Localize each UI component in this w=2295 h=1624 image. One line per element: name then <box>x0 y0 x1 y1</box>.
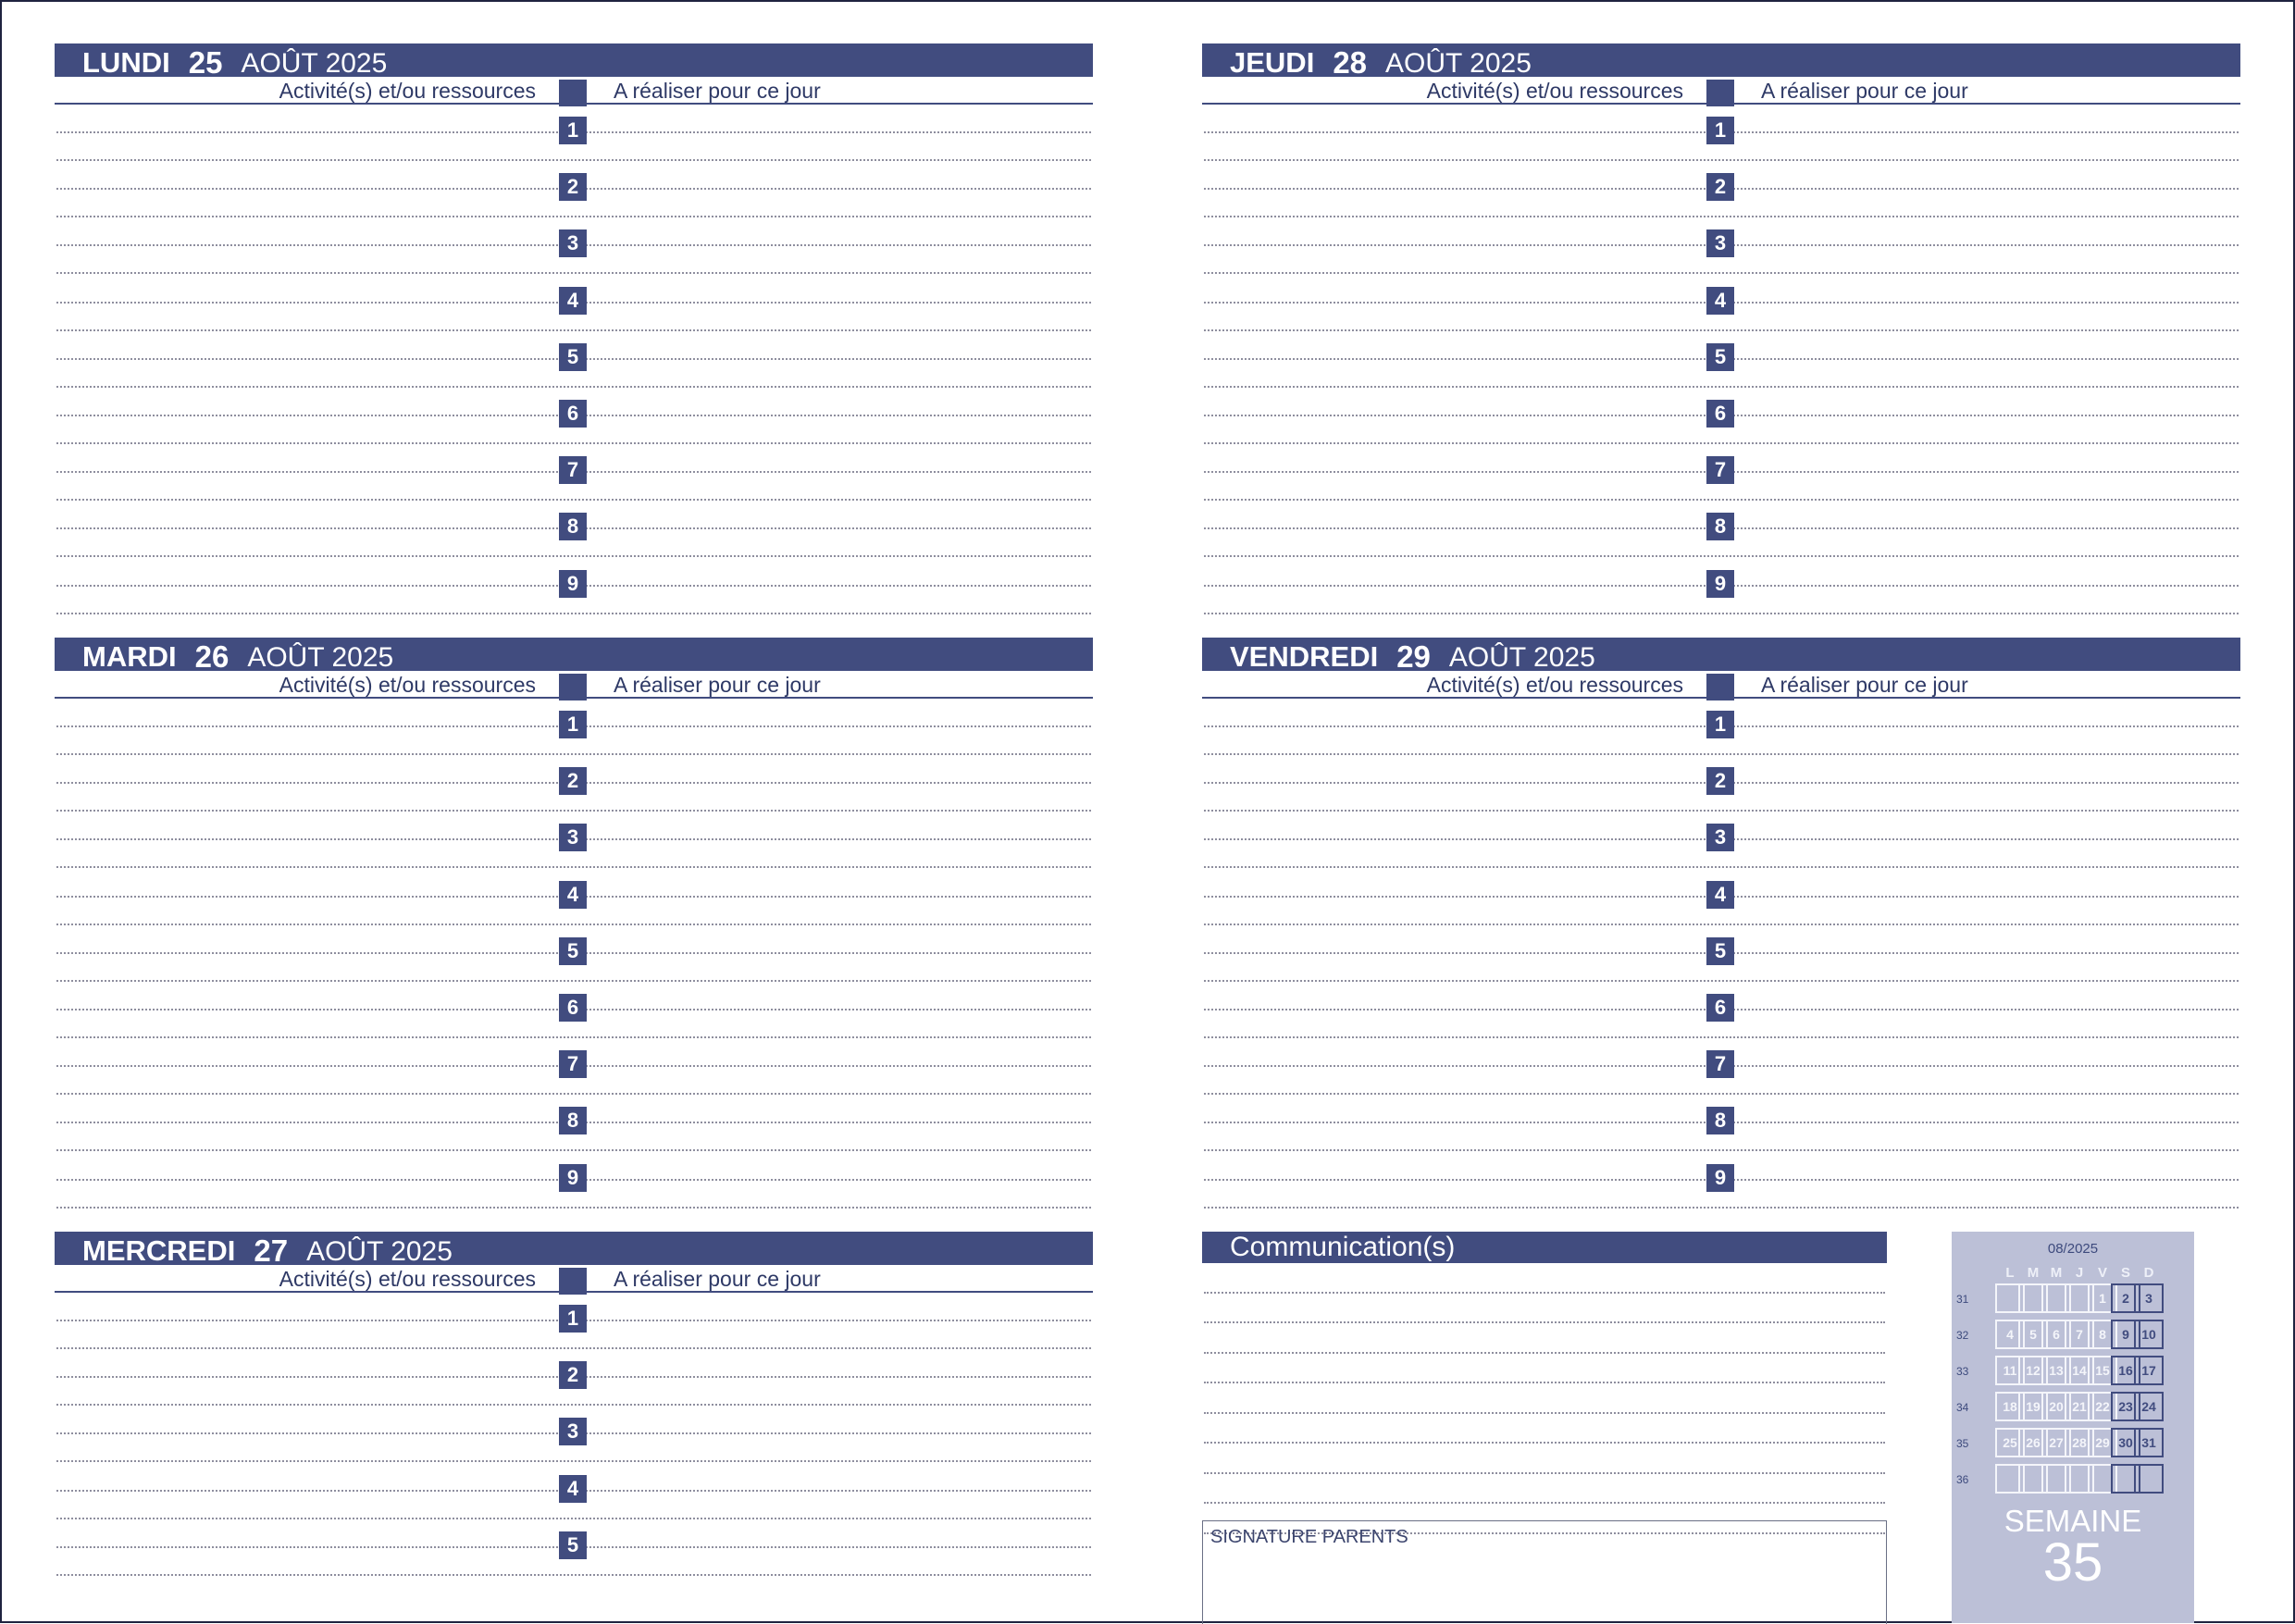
todo-column-label: A réaliser pour ce jour <box>614 673 821 697</box>
slot-row[interactable] <box>55 105 1093 161</box>
slot-number-badge: 9 <box>1706 1164 1734 1192</box>
slot-row[interactable] <box>1202 1038 2240 1095</box>
dotted-line <box>56 613 1091 614</box>
slot-number-badge: 1 <box>1706 711 1734 738</box>
slot-rows <box>1202 105 2240 614</box>
day-header <box>1202 43 2240 80</box>
communication-lines[interactable] <box>1202 1263 1887 1534</box>
slot-number-badge: 2 <box>1706 767 1734 795</box>
day-number: 28 <box>1333 45 1368 80</box>
calendar-day-cell: 10 <box>2134 1320 2164 1349</box>
day-header <box>55 1232 1093 1268</box>
day-month: AOÛT 2025 <box>306 1236 453 1267</box>
slot-number-badge: 8 <box>559 513 587 540</box>
column-header <box>55 671 1093 699</box>
slot-row[interactable] <box>1202 755 2240 812</box>
slot-number-badge: 7 <box>1706 456 1734 484</box>
slot-rows <box>55 699 1093 1209</box>
mini-calendar <box>1952 1232 2194 1623</box>
slot-row[interactable] <box>1202 982 2240 1038</box>
slot-number-badge: 5 <box>559 1531 587 1559</box>
calendar-day-cell: 7 <box>2065 1320 2094 1349</box>
weekday-header: M <box>2050 1265 2063 1281</box>
week-number-label: 34 <box>1956 1401 1969 1414</box>
todo-column-label: A réaliser pour ce jour <box>614 1267 821 1291</box>
signature-box[interactable] <box>1202 1520 1887 1624</box>
slot-number-badge: 1 <box>559 117 587 144</box>
day-name: MARDI <box>82 640 177 673</box>
slot-number-badge: 7 <box>559 456 587 484</box>
communication-title: Communication(s) <box>1202 1232 1887 1263</box>
calendar-day-cell: 9 <box>2111 1320 2140 1349</box>
calendar-day-cell: 24 <box>2134 1392 2164 1421</box>
slot-row[interactable] <box>55 1293 1093 1349</box>
day-section-mercredi <box>55 1232 1093 1576</box>
slot-rows <box>55 105 1093 614</box>
day-name: VENDREDI <box>1230 640 1379 673</box>
communication-line <box>1204 1444 1885 1474</box>
day-section-mardi <box>55 638 1093 1209</box>
communication-section <box>1202 1232 1887 1534</box>
day-month: AOÛT 2025 <box>1448 642 1595 673</box>
slot-number-badge: 5 <box>559 937 587 965</box>
day-number: 27 <box>254 1233 289 1268</box>
weekday-header: M <box>2027 1265 2040 1281</box>
column-square-marker <box>559 80 587 106</box>
calendar-day-cell: 26 <box>2018 1428 2048 1457</box>
calendar-day-cell: 11 <box>1995 1356 2025 1385</box>
day-number: 26 <box>194 639 230 674</box>
day-number: 25 <box>188 45 223 80</box>
dotted-line <box>1204 613 2239 614</box>
slot-row[interactable] <box>55 1038 1093 1095</box>
column-header <box>55 1265 1093 1293</box>
slot-row[interactable] <box>55 331 1093 388</box>
slot-number-badge: 1 <box>1706 117 1734 144</box>
calendar-month-title: 08/2025 <box>2047 1241 2099 1257</box>
slot-number-badge: 9 <box>1706 570 1734 598</box>
slot-row[interactable] <box>1202 812 2240 868</box>
column-square-marker <box>559 674 587 700</box>
week-number-label: 31 <box>1956 1293 1969 1306</box>
calendar-day-cell: 2 <box>2111 1283 2140 1313</box>
day-section-vendredi <box>1202 638 2240 1209</box>
slot-row[interactable] <box>55 1152 1093 1209</box>
slot-number-badge: 6 <box>1706 400 1734 428</box>
column-header <box>1202 671 2240 699</box>
slot-row[interactable] <box>55 1519 1093 1576</box>
slot-row[interactable] <box>1202 105 2240 161</box>
calendar-day-cell: 23 <box>2111 1392 2140 1421</box>
communication-line <box>1204 1323 1885 1354</box>
calendar-day-cell: 5 <box>2018 1320 2048 1349</box>
slot-number-badge: 3 <box>559 1418 587 1445</box>
slot-row[interactable] <box>55 558 1093 614</box>
slot-row[interactable] <box>1202 558 2240 614</box>
slot-number-badge: 2 <box>1706 173 1734 201</box>
day-section-lundi <box>55 43 1093 614</box>
activities-column-label: Activité(s) et/ou ressources <box>279 79 536 103</box>
day-header <box>1202 638 2240 674</box>
communication-line <box>1204 1263 1885 1294</box>
slot-row[interactable] <box>1202 217 2240 274</box>
day-section-jeudi <box>1202 43 2240 614</box>
slot-number-badge: 4 <box>559 287 587 315</box>
calendar-day-cell: 18 <box>1995 1392 2025 1421</box>
week-number-label: 36 <box>1956 1473 1969 1486</box>
slot-row[interactable] <box>55 1406 1093 1462</box>
signature-label: SIGNATURE PARENTS <box>1210 1527 1408 1547</box>
slot-number-badge: 1 <box>559 711 587 738</box>
slot-number-badge: 5 <box>1706 343 1734 371</box>
slot-number-badge: 1 <box>559 1305 587 1333</box>
day-header <box>55 43 1093 80</box>
slot-number-badge: 3 <box>1706 824 1734 851</box>
calendar-day-cell: 6 <box>2041 1320 2071 1349</box>
activities-column-label: Activité(s) et/ou ressources <box>1426 79 1683 103</box>
slot-number-badge: 3 <box>559 824 587 851</box>
slot-row[interactable] <box>1202 388 2240 444</box>
slot-number-badge: 4 <box>559 881 587 909</box>
slot-row[interactable] <box>55 444 1093 501</box>
slot-number-badge: 3 <box>559 229 587 257</box>
column-header <box>55 77 1093 105</box>
communication-line <box>1204 1474 1885 1505</box>
slot-rows <box>55 1293 1093 1576</box>
weekday-header: J <box>2075 1265 2084 1281</box>
communication-line <box>1204 1414 1885 1444</box>
slot-number-badge: 4 <box>1706 287 1734 315</box>
day-name: LUNDI <box>82 46 170 79</box>
calendar-day-cell: 20 <box>2041 1392 2071 1421</box>
slot-row[interactable] <box>55 217 1093 274</box>
slot-number-badge: 6 <box>559 400 587 428</box>
slot-row[interactable] <box>1202 699 2240 755</box>
slot-row[interactable] <box>55 501 1093 557</box>
slot-row[interactable] <box>55 275 1093 331</box>
calendar-day-cell: 12 <box>2018 1356 2048 1385</box>
dotted-line <box>56 1207 1091 1209</box>
slot-row[interactable] <box>55 869 1093 925</box>
calendar-day-cell: 8 <box>2088 1320 2117 1349</box>
calendar-day-cell: 17 <box>2134 1356 2164 1385</box>
calendar-day-cell: 30 <box>2111 1428 2140 1457</box>
slot-row[interactable] <box>1202 925 2240 982</box>
calendar-day-cell: 28 <box>2065 1428 2094 1457</box>
calendar-day-cell: 22 <box>2088 1392 2117 1421</box>
calendar-day-cell <box>2134 1464 2164 1494</box>
slot-row[interactable] <box>55 1349 1093 1406</box>
activities-column-label: Activité(s) et/ou ressources <box>279 673 536 697</box>
slot-number-badge: 6 <box>559 994 587 1022</box>
column-square-marker <box>559 1268 587 1295</box>
slot-row[interactable] <box>1202 331 2240 388</box>
todo-column-label: A réaliser pour ce jour <box>1761 673 1968 697</box>
calendar-day-cell: 31 <box>2134 1428 2164 1457</box>
week-number-label: 32 <box>1956 1329 1969 1342</box>
weekday-header: L <box>2005 1265 2015 1281</box>
slot-row[interactable] <box>55 699 1093 755</box>
weekday-header: V <box>2097 1265 2107 1281</box>
calendar-day-cell: 3 <box>2134 1283 2164 1313</box>
todo-column-label: A réaliser pour ce jour <box>614 79 821 103</box>
todo-column-label: A réaliser pour ce jour <box>1761 79 1968 103</box>
calendar-day-cell: 1 <box>2088 1283 2117 1313</box>
calendar-day-cell: 29 <box>2088 1428 2117 1457</box>
day-header <box>55 638 1093 674</box>
calendar-day-cell: 21 <box>2065 1392 2094 1421</box>
calendar-day-cell: 4 <box>1995 1320 2025 1349</box>
calendar-day-cell: 13 <box>2041 1356 2071 1385</box>
weekday-header: D <box>2143 1265 2154 1281</box>
slot-number-badge: 2 <box>559 173 587 201</box>
slot-row[interactable] <box>55 161 1093 217</box>
slot-number-badge: 3 <box>1706 229 1734 257</box>
slot-number-badge: 7 <box>1706 1050 1734 1078</box>
slot-number-badge: 8 <box>1706 1107 1734 1134</box>
column-square-marker <box>1706 674 1734 700</box>
week-number-label: 35 <box>1956 1437 1969 1450</box>
slot-row[interactable] <box>55 1463 1093 1519</box>
calendar-day-cell: 27 <box>2041 1428 2071 1457</box>
slot-row[interactable] <box>1202 1152 2240 1209</box>
calendar-day-cell: 14 <box>2065 1356 2094 1385</box>
slot-row[interactable] <box>1202 869 2240 925</box>
slot-number-badge: 2 <box>559 767 587 795</box>
activities-column-label: Activité(s) et/ou ressources <box>1426 673 1683 697</box>
slot-number-badge: 9 <box>559 1164 587 1192</box>
slot-row[interactable] <box>55 388 1093 444</box>
slot-row[interactable] <box>1202 501 2240 557</box>
slot-row[interactable] <box>55 925 1093 982</box>
day-month: AOÛT 2025 <box>247 642 394 673</box>
dotted-line <box>56 1574 1091 1576</box>
communication-line <box>1204 1383 1885 1414</box>
slot-number-badge: 5 <box>559 343 587 371</box>
day-name: JEUDI <box>1230 46 1315 79</box>
calendar-day-cell: 25 <box>1995 1428 2025 1457</box>
week-number-label: 33 <box>1956 1365 1969 1378</box>
day-month: AOÛT 2025 <box>241 48 388 79</box>
column-header <box>1202 77 2240 105</box>
weekday-header: S <box>2120 1265 2130 1281</box>
slot-row[interactable] <box>1202 161 2240 217</box>
slot-row[interactable] <box>1202 275 2240 331</box>
slot-number-badge: 6 <box>1706 994 1734 1022</box>
slot-row[interactable] <box>55 982 1093 1038</box>
slot-number-badge: 8 <box>559 1107 587 1134</box>
day-name: MERCREDI <box>82 1234 236 1267</box>
dotted-line <box>1204 1207 2239 1209</box>
calendar-day-cell: 19 <box>2018 1392 2048 1421</box>
activities-column-label: Activité(s) et/ou ressources <box>279 1267 536 1291</box>
slot-row[interactable] <box>1202 1095 2240 1151</box>
communication-line <box>1204 1294 1885 1324</box>
slot-number-badge: 4 <box>559 1475 587 1503</box>
communication-line <box>1204 1354 1885 1384</box>
week-number: 35 <box>2042 1532 2103 1593</box>
column-square-marker <box>1706 80 1734 106</box>
day-month: AOÛT 2025 <box>1385 48 1532 79</box>
calendar-day-cell: 15 <box>2088 1356 2117 1385</box>
slot-row[interactable] <box>55 1095 1093 1151</box>
calendar-day-cell: 16 <box>2111 1356 2140 1385</box>
slot-row[interactable] <box>55 755 1093 812</box>
slot-number-badge: 9 <box>559 570 587 598</box>
day-number: 29 <box>1396 639 1431 674</box>
slot-number-badge: 7 <box>559 1050 587 1078</box>
slot-row[interactable] <box>55 812 1093 868</box>
slot-number-badge: 2 <box>559 1361 587 1389</box>
slot-row[interactable] <box>1202 444 2240 501</box>
slot-number-badge: 4 <box>1706 881 1734 909</box>
slot-rows <box>1202 699 2240 1209</box>
week-label: SEMAINE <box>2003 1504 2142 1538</box>
slot-number-badge: 5 <box>1706 937 1734 965</box>
slot-number-badge: 8 <box>1706 513 1734 540</box>
